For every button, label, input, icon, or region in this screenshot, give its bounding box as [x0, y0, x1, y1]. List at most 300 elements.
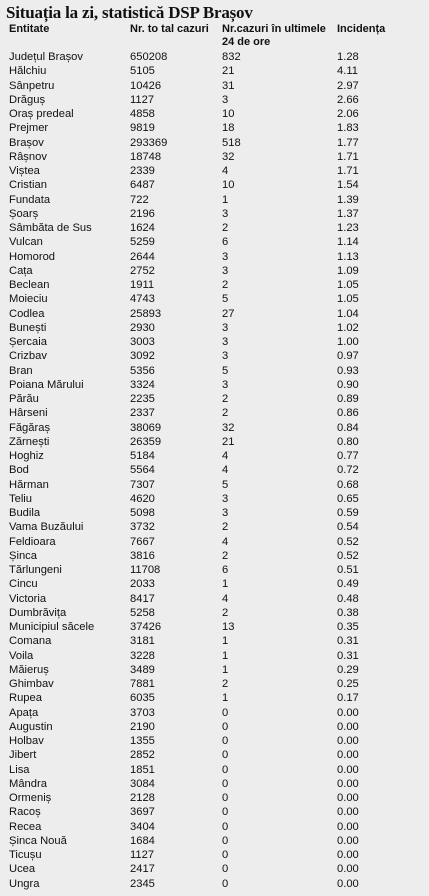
- total-cases-cell: 1911: [130, 279, 155, 292]
- entity-cell: Șoarș: [9, 207, 39, 220]
- cases-24h-cell: 2: [222, 521, 229, 534]
- entity-cell: Dumbrăvița: [9, 606, 67, 619]
- incidence-cell: 0.77: [337, 450, 359, 463]
- total-cases-cell: 25893: [130, 307, 162, 320]
- cases-24h-cell: 0: [222, 849, 229, 862]
- cases-24h-cell: 13: [222, 621, 235, 634]
- cases-24h-cell: 3: [222, 507, 229, 520]
- incidence-cell: 0.00: [337, 877, 359, 890]
- cases-24h-cell: 0: [222, 834, 229, 847]
- total-cases-cell: 4620: [130, 492, 155, 505]
- incidence-cell: 0.86: [337, 407, 359, 420]
- header-cases-last-24h: Nr.cazuri în ultimele 24 de ore: [222, 23, 326, 48]
- cases-24h-cell: 4: [222, 592, 229, 605]
- total-cases-cell: 2930: [130, 321, 155, 334]
- incidence-cell: 1.00: [337, 336, 359, 349]
- cases-24h-cell: 2: [222, 407, 229, 420]
- entity-cell: Cristian: [9, 179, 47, 192]
- incidence-cell: 0.31: [337, 649, 359, 662]
- entity-cell: Ormeniș: [9, 792, 52, 805]
- table-row: [6, 449, 416, 463]
- incidence-cell: 0.65: [337, 492, 359, 505]
- incidence-cell: 2.97: [337, 79, 359, 92]
- entity-cell: Jibert: [9, 749, 37, 762]
- cases-24h-cell: 3: [222, 93, 229, 106]
- total-cases-cell: 3697: [130, 806, 155, 819]
- entity-cell: Victoria: [9, 592, 47, 605]
- incidence-cell: 1.83: [337, 122, 359, 135]
- entity-cell: Municipiul săcele: [9, 621, 95, 634]
- cases-24h-cell: 2: [222, 678, 229, 691]
- table-row: [6, 364, 416, 378]
- cases-24h-cell: 2: [222, 393, 229, 406]
- cases-24h-cell: 0: [222, 706, 229, 719]
- table-row: [6, 150, 416, 164]
- total-cases-cell: 3092: [130, 350, 155, 363]
- total-cases-cell: 7307: [130, 478, 155, 491]
- cases-24h-cell: 518: [222, 136, 241, 149]
- cases-24h-cell: 21: [222, 435, 235, 448]
- table-row: [6, 606, 416, 620]
- table-row: [6, 107, 416, 121]
- incidence-cell: 0.00: [337, 720, 359, 733]
- table-row: [6, 193, 416, 207]
- total-cases-cell: 2235: [130, 393, 155, 406]
- incidence-cell: 0.72: [337, 464, 359, 477]
- table-row: [6, 264, 416, 278]
- entity-cell: Ticușu: [9, 849, 42, 862]
- total-cases-cell: 3489: [130, 663, 155, 676]
- table-row: [6, 64, 416, 78]
- cases-24h-cell: 1: [222, 578, 229, 591]
- cases-24h-cell: 5: [222, 293, 229, 306]
- incidence-cell: 1.71: [337, 165, 359, 178]
- incidence-cell: 0.49: [337, 578, 359, 591]
- incidence-cell: 0.00: [337, 706, 359, 719]
- cases-24h-cell: 10: [222, 108, 235, 121]
- table-row: [6, 620, 416, 634]
- cases-24h-cell: 4: [222, 165, 229, 178]
- cases-24h-cell: 0: [222, 877, 229, 890]
- cases-24h-cell: 0: [222, 749, 229, 762]
- table-row: [6, 278, 416, 292]
- entity-cell: Ucea: [9, 863, 36, 876]
- entity-cell: Cincu: [9, 578, 38, 591]
- total-cases-cell: 6035: [130, 692, 155, 705]
- total-cases-cell: 1355: [130, 735, 155, 748]
- entity-cell: Hoghiz: [9, 450, 44, 463]
- entity-cell: Vulcan: [9, 236, 43, 249]
- cases-24h-cell: 0: [222, 720, 229, 733]
- total-cases-cell: 3228: [130, 649, 155, 662]
- entity-cell: Hălchiu: [9, 65, 47, 78]
- table-row: [6, 720, 416, 734]
- table-row: [6, 292, 416, 306]
- total-cases-cell: 4858: [130, 108, 155, 121]
- total-cases-cell: 2339: [130, 165, 155, 178]
- cases-24h-cell: 1: [222, 692, 229, 705]
- incidence-cell: 0.31: [337, 635, 359, 648]
- cases-24h-cell: 5: [222, 478, 229, 491]
- incidence-cell: 0.80: [337, 435, 359, 448]
- incidence-cell: 1.05: [337, 293, 359, 306]
- cases-24h-cell: 10: [222, 179, 235, 192]
- entity-cell: Recea: [9, 820, 42, 833]
- table-row: [6, 164, 416, 178]
- cases-24h-cell: 2: [222, 222, 229, 235]
- table-row: [6, 79, 416, 93]
- incidence-cell: 1.77: [337, 136, 359, 149]
- incidence-cell: 0.52: [337, 549, 359, 562]
- table-row: [6, 877, 416, 891]
- incidence-cell: 0.00: [337, 834, 359, 847]
- incidence-cell: 1.13: [337, 250, 359, 263]
- table-row: [6, 649, 416, 663]
- total-cases-cell: 2337: [130, 407, 155, 420]
- total-cases-cell: 37426: [130, 621, 162, 634]
- incidence-cell: 1.54: [337, 179, 359, 192]
- incidence-cell: 0.17: [337, 692, 359, 705]
- incidence-cell: 0.59: [337, 507, 359, 520]
- entity-cell: Beclean: [9, 279, 50, 292]
- incidence-cell: 0.29: [337, 663, 359, 676]
- cases-24h-cell: 0: [222, 806, 229, 819]
- entity-cell: Rupea: [9, 692, 42, 705]
- entity-cell: Hârseni: [9, 407, 48, 420]
- total-cases-cell: 1851: [130, 763, 155, 776]
- total-cases-cell: 5564: [130, 464, 155, 477]
- incidence-cell: 0.68: [337, 478, 359, 491]
- entity-cell: Fundata: [9, 193, 51, 206]
- cases-24h-cell: 27: [222, 307, 235, 320]
- entity-cell: Bran: [9, 364, 33, 377]
- total-cases-cell: 3084: [130, 777, 155, 790]
- total-cases-cell: 2128: [130, 792, 155, 805]
- entity-cell: Ghimbav: [9, 678, 54, 691]
- incidence-cell: 1.28: [337, 51, 359, 64]
- entity-cell: Cața: [9, 264, 33, 277]
- entity-cell: Poiana Mărului: [9, 378, 84, 391]
- table-row: [6, 820, 416, 834]
- total-cases-cell: 3732: [130, 521, 155, 534]
- table-body: [6, 50, 416, 891]
- table-row: [6, 421, 416, 435]
- entity-cell: Sânpetru: [9, 79, 55, 92]
- table-row: [6, 349, 416, 363]
- total-cases-cell: 3703: [130, 706, 155, 719]
- incidence-cell: 0.00: [337, 792, 359, 805]
- total-cases-cell: 7667: [130, 535, 155, 548]
- entity-cell: Zărnești: [9, 435, 50, 448]
- table-row: [6, 706, 416, 720]
- entity-cell: Drăguș: [9, 93, 46, 106]
- incidence-cell: 1.09: [337, 264, 359, 277]
- entity-cell: Lisa: [9, 763, 30, 776]
- incidence-cell: 0.84: [337, 421, 359, 434]
- table-row: [6, 435, 416, 449]
- entity-cell: Prejmer: [9, 122, 49, 135]
- entity-cell: Ungra: [9, 877, 40, 890]
- table-row: [6, 492, 416, 506]
- total-cases-cell: 1127: [130, 93, 155, 106]
- cases-24h-cell: 0: [222, 735, 229, 748]
- total-cases-cell: 3324: [130, 378, 155, 391]
- cases-24h-cell: 0: [222, 792, 229, 805]
- total-cases-cell: 3181: [130, 635, 155, 648]
- entity-cell: Bod: [9, 464, 29, 477]
- page-title: Situația la zi, statistică DSP Brașov: [6, 3, 253, 22]
- total-cases-cell: 38069: [130, 421, 162, 434]
- total-cases-cell: 4743: [130, 293, 155, 306]
- cases-24h-cell: 3: [222, 250, 229, 263]
- incidence-cell: 1.37: [337, 207, 359, 220]
- cases-24h-cell: 4: [222, 450, 229, 463]
- cases-24h-cell: 3: [222, 492, 229, 505]
- table-row: [6, 549, 416, 563]
- table-row: [6, 307, 416, 321]
- incidence-cell: 0.48: [337, 592, 359, 605]
- incidence-cell: 0.90: [337, 378, 359, 391]
- total-cases-cell: 5356: [130, 364, 155, 377]
- cases-24h-cell: 2: [222, 549, 229, 562]
- total-cases-cell: 8417: [130, 592, 155, 605]
- entity-cell: Moieciu: [9, 293, 48, 306]
- cases-24h-cell: 0: [222, 763, 229, 776]
- table-row: [6, 634, 416, 648]
- cases-24h-cell: 1: [222, 635, 229, 648]
- table-row: [6, 535, 416, 549]
- cases-24h-cell: 6: [222, 236, 229, 249]
- header-row: [6, 23, 416, 50]
- cases-24h-cell: 3: [222, 321, 229, 334]
- total-cases-cell: 18748: [130, 150, 162, 163]
- total-cases-cell: 9819: [130, 122, 155, 135]
- cases-24h-cell: 3: [222, 378, 229, 391]
- cases-24h-cell: 6: [222, 564, 229, 577]
- table-row: [6, 136, 416, 150]
- total-cases-cell: 5258: [130, 606, 155, 619]
- entity-cell: Apața: [9, 706, 39, 719]
- incidence-cell: 0.00: [337, 849, 359, 862]
- total-cases-cell: 3404: [130, 820, 155, 833]
- incidence-cell: 0.00: [337, 763, 359, 776]
- table-header: [6, 23, 416, 50]
- table-row: [6, 520, 416, 534]
- entity-cell: Augustin: [9, 720, 53, 733]
- entity-cell: Șinca Nouă: [9, 834, 67, 847]
- incidence-cell: 0.54: [337, 521, 359, 534]
- table-row: [6, 691, 416, 705]
- entity-cell: Șinca: [9, 549, 37, 562]
- table-row: [6, 577, 416, 591]
- table-row: [6, 221, 416, 235]
- table-row: [6, 592, 416, 606]
- cases-24h-cell: 3: [222, 350, 229, 363]
- table-row: [6, 663, 416, 677]
- cases-24h-cell: 18: [222, 122, 235, 135]
- incidence-cell: 1.23: [337, 222, 359, 235]
- entity-cell: Brașov: [9, 136, 44, 149]
- entity-cell: Budila: [9, 507, 41, 520]
- incidence-cell: 0.38: [337, 606, 359, 619]
- total-cases-cell: 2644: [130, 250, 155, 263]
- entity-cell: Homorod: [9, 250, 56, 263]
- incidence-cell: 1.14: [337, 236, 359, 249]
- total-cases-cell: 3816: [130, 549, 155, 562]
- cases-24h-cell: 832: [222, 51, 241, 64]
- cases-24h-cell: 1: [222, 649, 229, 662]
- incidence-cell: 2.66: [337, 93, 359, 106]
- table-row: [6, 235, 416, 249]
- cases-24h-cell: 5: [222, 364, 229, 377]
- total-cases-cell: 1684: [130, 834, 155, 847]
- entity-cell: Județul Brașov: [9, 51, 84, 64]
- incidence-cell: 0.00: [337, 777, 359, 790]
- table-row: [6, 848, 416, 862]
- table-row: [6, 378, 416, 392]
- entity-cell: Voila: [9, 649, 34, 662]
- table-row: [6, 677, 416, 691]
- table-row: [6, 748, 416, 762]
- entity-cell: Hărman: [9, 478, 49, 491]
- cases-24h-cell: 0: [222, 863, 229, 876]
- total-cases-cell: 2190: [130, 720, 155, 733]
- entity-cell: Tărlungeni: [9, 564, 62, 577]
- table-row: [6, 478, 416, 492]
- cases-24h-cell: 2: [222, 606, 229, 619]
- incidence-cell: 0.35: [337, 621, 359, 634]
- incidence-cell: 2.06: [337, 108, 359, 121]
- table-row: [6, 763, 416, 777]
- incidence-cell: 4.11: [337, 65, 358, 78]
- total-cases-cell: 2196: [130, 207, 155, 220]
- cases-24h-cell: 4: [222, 535, 229, 548]
- total-cases-cell: 5098: [130, 507, 155, 520]
- entity-cell: Sâmbăta de Sus: [9, 222, 92, 235]
- incidence-cell: 0.00: [337, 806, 359, 819]
- entity-cell: Codlea: [9, 307, 45, 320]
- cases-24h-cell: 3: [222, 207, 229, 220]
- incidence-cell: 1.02: [337, 321, 359, 334]
- table-row: [6, 791, 416, 805]
- entity-cell: Racoș: [9, 806, 41, 819]
- table-row: [6, 805, 416, 819]
- total-cases-cell: 2033: [130, 578, 155, 591]
- table-row: [6, 207, 416, 221]
- table-row: [6, 50, 416, 64]
- cases-24h-cell: 1: [222, 663, 229, 676]
- total-cases-cell: 1624: [130, 222, 155, 235]
- cases-24h-cell: 2: [222, 279, 229, 292]
- entity-cell: Șercaia: [9, 336, 47, 349]
- total-cases-cell: 3003: [130, 336, 155, 349]
- total-cases-cell: 6487: [130, 179, 155, 192]
- table-row: [6, 406, 416, 420]
- entity-cell: Mândra: [9, 777, 47, 790]
- table-row: [6, 335, 416, 349]
- header-entity: Entitate: [9, 23, 50, 35]
- table-row: [6, 321, 416, 335]
- cases-24h-cell: 21: [222, 65, 235, 78]
- entity-cell: Râșnov: [9, 150, 47, 163]
- table-row: [6, 93, 416, 107]
- table-row: [6, 862, 416, 876]
- cases-24h-cell: 0: [222, 820, 229, 833]
- total-cases-cell: 2345: [130, 877, 155, 890]
- incidence-cell: 0.00: [337, 735, 359, 748]
- incidence-cell: 0.52: [337, 535, 359, 548]
- total-cases-cell: 5184: [130, 450, 155, 463]
- incidence-cell: 0.97: [337, 350, 359, 363]
- cases-24h-cell: 32: [222, 150, 235, 163]
- cases-24h-cell: 3: [222, 264, 229, 277]
- table-row: [6, 777, 416, 791]
- table-row: [6, 178, 416, 192]
- entity-cell: Făgăraș: [9, 421, 51, 434]
- cases-24h-cell: 3: [222, 336, 229, 349]
- incidence-cell: 0.93: [337, 364, 359, 377]
- total-cases-cell: 2752: [130, 264, 155, 277]
- table-row: [6, 834, 416, 848]
- table-row: [6, 392, 416, 406]
- table-row: [6, 463, 416, 477]
- entity-cell: Măieruș: [9, 663, 49, 676]
- entity-cell: Feldioara: [9, 535, 56, 548]
- entity-cell: Holbav: [9, 735, 44, 748]
- cases-24h-cell: 4: [222, 464, 229, 477]
- incidence-cell: 1.05: [337, 279, 359, 292]
- total-cases-cell: 11708: [130, 564, 161, 577]
- header-incidence: Incidența: [337, 23, 386, 35]
- cases-24h-cell: 32: [222, 421, 235, 434]
- total-cases-cell: 5105: [130, 65, 155, 78]
- total-cases-cell: 5259: [130, 236, 155, 249]
- cases-24h-cell: 0: [222, 777, 229, 790]
- total-cases-cell: 293369: [130, 136, 168, 149]
- total-cases-cell: 10426: [130, 79, 162, 92]
- entity-cell: Vama Buzăului: [9, 521, 84, 534]
- table-row: [6, 563, 416, 577]
- table-row: [6, 506, 416, 520]
- header-total-cases: Nr. to tal cazuri: [130, 23, 209, 35]
- incidence-cell: 1.71: [337, 150, 359, 163]
- table-row: [6, 250, 416, 264]
- total-cases-cell: 7881: [130, 678, 155, 691]
- incidence-cell: 1.04: [337, 307, 359, 320]
- incidence-cell: 0.25: [337, 678, 359, 691]
- entity-cell: Părău: [9, 393, 39, 406]
- entity-cell: Teliu: [9, 492, 33, 505]
- total-cases-cell: 26359: [130, 435, 162, 448]
- total-cases-cell: 2852: [130, 749, 155, 762]
- entity-cell: Crizbav: [9, 350, 47, 363]
- total-cases-cell: 650208: [130, 51, 168, 64]
- total-cases-cell: 722: [130, 193, 149, 206]
- incidence-cell: 0.00: [337, 749, 359, 762]
- statistics-table: [6, 23, 416, 891]
- total-cases-cell: 2417: [130, 863, 155, 876]
- total-cases-cell: 1127: [130, 849, 155, 862]
- table-row: [6, 121, 416, 135]
- cases-24h-cell: 31: [222, 79, 235, 92]
- cases-24h-cell: 1: [222, 193, 229, 206]
- incidence-cell: 0.00: [337, 820, 359, 833]
- incidence-cell: 0.51: [337, 564, 359, 577]
- table-row: [6, 734, 416, 748]
- entity-cell: Viștea: [9, 165, 40, 178]
- incidence-cell: 0.00: [337, 863, 359, 876]
- incidence-cell: 0.89: [337, 393, 359, 406]
